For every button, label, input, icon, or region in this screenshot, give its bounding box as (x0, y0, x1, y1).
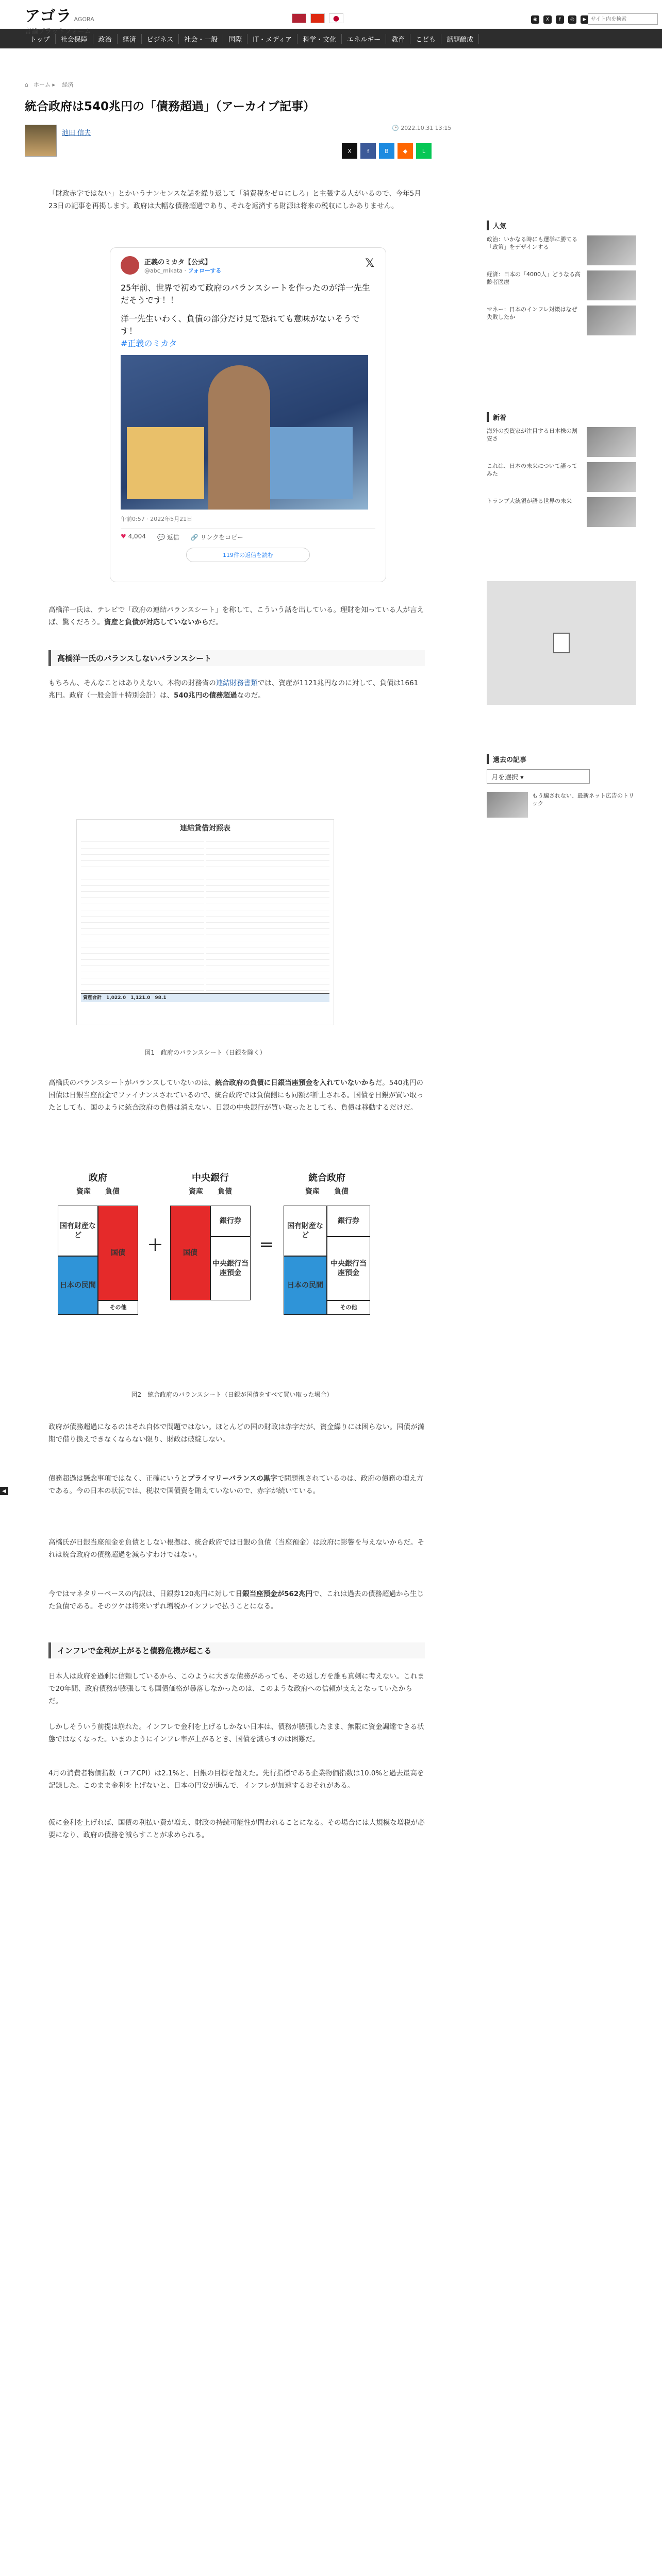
archive-month-select[interactable]: 月を選択 ▾ (487, 769, 590, 784)
balance-row (81, 947, 204, 954)
article-thumbnail[interactable] (587, 462, 636, 492)
sidebar-article[interactable]: これは、日本の未来について語ってみた (487, 462, 636, 492)
nav-item[interactable]: 社会・一般 (179, 34, 223, 44)
balance-row (206, 929, 329, 935)
collapse-icon[interactable]: ◀ (0, 1487, 8, 1495)
paragraph: 今ではマネタリーベースの内訳は、日銀券120兆円に対して日銀当座預金が562兆円で、これは過去の債務超過から生じた負債である。そのツケは将来いずれ増税かインフレで払うことになる。 (48, 1590, 424, 1611)
rss-icon[interactable]: ◉ (531, 15, 539, 24)
balance-row (81, 861, 204, 867)
instagram-icon[interactable]: ◎ (568, 15, 576, 24)
copy-link-button[interactable]: 🔗 リンクをコピー (190, 534, 243, 541)
balance-block: 国有財産など (284, 1206, 327, 1256)
sidebar-article[interactable]: 経済：日本の「4000人」どうなる高齢者医療 (487, 270, 636, 300)
balance-row (206, 892, 329, 898)
nav-item[interactable]: トップ (25, 34, 56, 44)
nav-item[interactable]: エネルギー (342, 34, 386, 44)
balance-row (81, 842, 204, 849)
balance-row (81, 873, 204, 879)
article-thumbnail[interactable] (587, 306, 636, 335)
nav-item[interactable]: 教育 (386, 34, 410, 44)
balance-row (81, 867, 204, 873)
balance-row (206, 898, 329, 904)
balance-row (81, 904, 204, 910)
ad-slot[interactable] (487, 581, 636, 705)
balance-row (206, 842, 329, 849)
balance-row (206, 935, 329, 941)
site-logo[interactable]: アゴラ AGORA 言論プラットフォーム (25, 7, 94, 36)
reply-icon: 💬 (157, 534, 165, 541)
document-icon (553, 633, 570, 653)
section-heading: 高橋洋一氏のバランスしないバランスシート (48, 650, 425, 666)
popular-sidebar: 人気 政治：いかなる時にも選挙に勝てる「政策」をデザインする 経済：日本の「4000人」どうなる高齢者医療 マネー：日本のインフレ対策はなぜ失敗したか (487, 221, 636, 335)
archive-sidebar: 過去の記事 月を選択 ▾ もう騙されない、最新ネット広告のトリック (487, 754, 636, 818)
balance-block: その他 (98, 1300, 138, 1315)
sidebar-article[interactable]: トランプ大統領が語る世界の未来 (487, 497, 636, 527)
figure-caption: 図1 政府のバランスシート（日銀を除く） (144, 1049, 266, 1056)
balance-row (206, 873, 329, 879)
cn-flag-icon[interactable] (310, 13, 325, 23)
balance-block: 中央銀行当座預金 (327, 1236, 370, 1300)
tweet-image[interactable] (121, 355, 368, 510)
line-share-icon[interactable]: L (416, 143, 432, 159)
article-thumbnail[interactable] (587, 427, 636, 457)
facebook-icon[interactable]: f (556, 15, 564, 24)
pocket-share-icon[interactable]: ◆ (398, 143, 413, 159)
heart-icon: ♥ (121, 533, 126, 540)
financial-statements-link[interactable]: 連結財務書類 (216, 679, 258, 687)
nav-item[interactable]: 話題醸成 (441, 34, 479, 44)
like-button[interactable]: ♥ 4,004 (121, 533, 146, 540)
balance-row (81, 985, 204, 991)
balance-block: 中央銀行当座預金 (210, 1236, 251, 1300)
paragraph: 「財政赤字ではない」とかいうナンセンスな話を繰り返して「消費税をゼロにしろ」と主張する人がいるので、今年5月23日の記事を再掲します。政府は大幅な債務超過であり、それを返済する財源は将来の税収にしかありません。 (48, 190, 421, 210)
nav-item[interactable]: こども (410, 34, 441, 44)
balance-row (81, 923, 204, 929)
balance-block: 日本の民間 (284, 1256, 327, 1315)
balance-row (81, 898, 204, 904)
balance-row (81, 960, 204, 966)
balance-row (81, 910, 204, 917)
figure-caption: 図2 統合政府のバランスシート（日銀が国債をすべて買い取った場合） (131, 1391, 333, 1398)
follow-link[interactable]: フォローする (188, 267, 222, 274)
article-thumbnail[interactable] (587, 497, 636, 527)
balance-row (206, 861, 329, 867)
balance-block: その他 (327, 1300, 370, 1315)
balance-row (206, 910, 329, 917)
balance-row (81, 886, 204, 892)
paragraph: 債務超過は懸念事項ではなく、正確にいうとプライマリーバランスの黒字で問題視されているのは、政府の債務の増え方である。今の日本の状況では、税収で国債費を賄えていないので、赤字が続いている。 (48, 1475, 424, 1495)
share-buttons (342, 143, 432, 159)
post-date: 🕑 2022.10.31 13:15 (392, 125, 452, 131)
sidebar-article[interactable]: 政治：いかなる時にも選挙に勝てる「政策」をデザインする (487, 235, 636, 265)
nav-item[interactable]: ビジネス (142, 34, 179, 44)
plus-sign: ＋ (147, 1236, 163, 1255)
balance-row (206, 947, 329, 954)
article-thumbnail[interactable] (587, 235, 636, 265)
balance-row (81, 849, 204, 855)
balance-row (206, 941, 329, 947)
social-links (531, 15, 589, 24)
balance-block: 国債 (170, 1206, 210, 1300)
balance-row (81, 935, 204, 941)
balance-row (81, 892, 204, 898)
facebook-share-icon[interactable]: f (360, 143, 376, 159)
breadcrumb-link[interactable]: ホーム (33, 81, 51, 88)
balance-block: 銀行券 (327, 1206, 370, 1236)
nav-item[interactable]: 科学・文化 (297, 34, 342, 44)
paragraph: 高橋洋一氏は、テレビで「政府の連結バランスシート」を称して、こういう話を出している。理財を知っている人が言えば、驚くだろう。資産と負債が対応していないからだ。 (48, 606, 424, 626)
paragraph: 仮に金利を上げれば、国債の利払い費が増え、財政の持続可能性が問われることになる。その場合には大規模な増税が必要になり、政府の債務を減らすことが求められる。 (48, 1819, 425, 1839)
avatar[interactable] (25, 125, 57, 157)
balance-total-row: 資産合計 1,022.0 1,121.0 98.1 (81, 993, 329, 1002)
sidebar-article[interactable]: マネー：日本のインフレ対策はなぜ失敗したか (487, 306, 636, 335)
balance-row (206, 978, 329, 985)
paragraph: もちろん、そんなことはありえない。本物の財務省の連結財務書類では、資産が1121兆円なのに対して、負債は1661兆円。政府（一般会計＋特別会計）は、540兆円の債務超過なのだ。 (48, 679, 419, 700)
author-link[interactable]: 池田 信夫 (62, 129, 91, 137)
search-input[interactable] (588, 13, 658, 25)
balance-row (206, 966, 329, 972)
balance-row (81, 879, 204, 886)
paragraph: 日本人は政府を過剰に信頼しているから、このように大きな債務があっても、その返し方を誰も真剣に考えない。これまで20年間、政府債務が膨張しても国債価格が暴落しなかったのは、このような政府への信頼が支えとなっていたからだ。 (48, 1672, 424, 1705)
balance-row (206, 954, 329, 960)
article-thumbnail[interactable] (587, 270, 636, 300)
main-nav (0, 29, 662, 48)
article-thumbnail[interactable] (487, 792, 528, 818)
balance-row (81, 929, 204, 935)
read-replies-button[interactable]: 119件の返信を読む (186, 548, 310, 562)
page-title: 統合政府は540兆円の「債務超過」（アーカイブ記事） (25, 100, 315, 113)
nav-item[interactable]: 社会保障 (56, 34, 93, 44)
balance-row (81, 941, 204, 947)
balance-block: 銀行券 (210, 1206, 251, 1236)
x-share-icon[interactable]: X (342, 143, 357, 159)
integrated-government-balance-figure: 政府 資産 負債 国有財産など 日本の民間 国債 その他 ＋ 中央銀行 資産 負債 国債 銀行券 中央銀行当座預金 ＝ 統合政府 資産 負債 国有財産など 日本の民間 銀行券 中央銀行当座預金 その他 (57, 1171, 392, 1366)
breadcrumb-link[interactable]: 経済 (62, 81, 74, 88)
us-flag-icon[interactable] (292, 13, 306, 23)
balance-row (206, 960, 329, 966)
reply-button[interactable]: 💬 返信 (157, 534, 179, 541)
nav-item[interactable]: IT・メディア (247, 34, 297, 44)
balance-row (206, 879, 329, 886)
breadcrumb: ⌂ ホーム ▸ 経済 (25, 81, 74, 88)
nav-item[interactable]: 政治 (93, 34, 118, 44)
balance-block: 国債 (98, 1206, 138, 1300)
nav-item[interactable]: 経済 (118, 34, 142, 44)
balance-row (206, 904, 329, 910)
hatena-share-icon[interactable]: B (379, 143, 394, 159)
balance-row (206, 886, 329, 892)
balance-row (206, 855, 329, 861)
consolidated-balance-sheet-figure: 連結貸借対照表 資産合計 1,022.0 1,121.0 98.1 (76, 819, 334, 1025)
youtube-icon[interactable]: ▶ (581, 15, 589, 24)
site-header (0, 0, 662, 36)
tweet-avatar[interactable] (121, 256, 139, 275)
balance-row (81, 978, 204, 985)
paragraph: しかしそういう前提は崩れた。インフレで金利を上げるしかない日本は、債務が膨張したまま、無限に資金調達できる状態ではなくなった。いまのようにインフレ率が上がるとき、国債を減らすのは困難だ。 (48, 1723, 424, 1743)
hashtag-link[interactable]: #正義のミカタ (121, 338, 177, 348)
nav-item[interactable]: 国際 (223, 34, 247, 44)
author-block (25, 125, 91, 157)
link-icon: 🔗 (190, 534, 198, 541)
x-logo-icon[interactable]: 𝕏 (365, 257, 374, 270)
new-sidebar: 新着 海外の投資家が注目する日本株の割安さ これは、日本の未来について語ってみた トランプ大統領が語る世界の未来 (487, 412, 636, 527)
balance-block: 国有財産など (58, 1206, 98, 1256)
balance-row (206, 867, 329, 873)
paragraph: 高橋氏のバランスシートがバランスしていないのは、統合政府の負債に日銀当座預金を入れていないからだ。540兆円の国債は日銀当座預金でファイナンスされているので、統合政府では負債側にも同額が計上される。国債を日銀が買い取ったとしても、国のように統合政府の負債は消えない。日銀の中央銀行が買い取ったとしても、負債は移動するだけだ。 (48, 1079, 424, 1112)
balance-row (81, 954, 204, 960)
balance-block: 日本の民間 (58, 1256, 98, 1315)
paragraph: 4月の消費者物価指数（コアCPI）は2.1%と、日銀の目標を超えた。先行指標である企業物価指数は10.0%と過去最高を記録した。このまま金利を上げないと、日本の円安が進んで、インフレが加速するおそれがある。 (48, 1769, 424, 1790)
balance-row (206, 923, 329, 929)
paragraph: 高橋氏が日銀当座預金を負債としない根拠は、統合政府では日銀の負債（当座預金）は政府に影響を与えないからだ。それは統合政府の債務超過を減らすわけではない。 (48, 1538, 424, 1559)
jp-flag-icon[interactable]: ● (329, 13, 343, 23)
sponsored-article[interactable]: もう騙されない、最新ネット広告のトリック (487, 792, 636, 818)
balance-row (206, 917, 329, 923)
balance-row (206, 972, 329, 978)
balance-row (81, 855, 204, 861)
home-icon: ⌂ (25, 81, 28, 88)
paragraph: 政府が債務超過になるのはそれ自体で問題ではない。ほとんどの国の財政は赤字だが、資金繰りには困らない。国債が満期で借り換えできなくならない限り、財政は破綻しない。 (48, 1423, 424, 1444)
balance-row (81, 972, 204, 978)
x-icon[interactable]: X (543, 15, 552, 24)
balance-row (81, 917, 204, 923)
sidebar-article[interactable]: 海外の投資家が注目する日本株の割安さ (487, 427, 636, 457)
balance-row (81, 966, 204, 972)
section-heading: インフレで金利が上がると債務危機が起こる (48, 1642, 425, 1658)
embedded-tweet: 正義のミカタ【公式】 @abc_mikata · フォローする 𝕏 25年前、世界で初めて政府のバランスシートを作ったのが洋一先生だそうです！！ 洋一先生いわく、負債の部分だけ見て恐れても意味がないそうです！ #正義のミカタ 午前0:57 · 2022年5月21日 ♥ 4,004 💬 返信 🔗 リンクをコピー 119件の返信を読む (110, 247, 386, 582)
balance-row (206, 849, 329, 855)
balance-row (206, 985, 329, 991)
language-flags (292, 13, 343, 23)
equals-sign: ＝ (259, 1236, 274, 1255)
